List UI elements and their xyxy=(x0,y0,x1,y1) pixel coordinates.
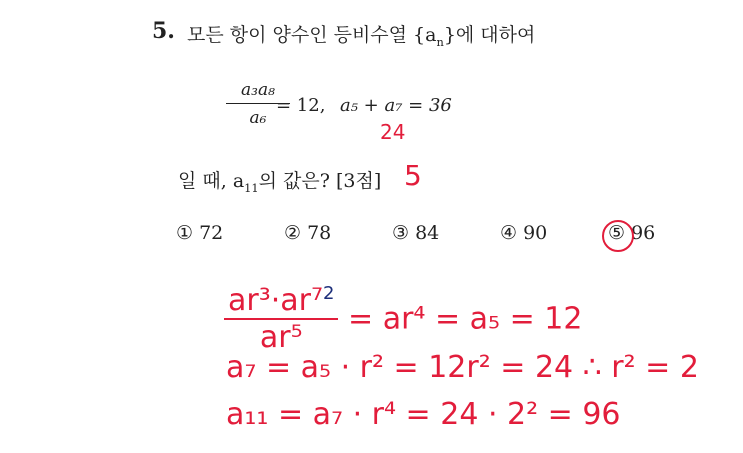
choice-1[interactable] xyxy=(176,222,223,244)
choice-2-mark: ② xyxy=(284,222,302,244)
choice-3[interactable] xyxy=(392,222,439,244)
choice-4-mark: ④ xyxy=(500,222,518,244)
handwritten-line-2: a₇ = a₅ · r² = 12r² = 24 ∴ r² = 2 xyxy=(226,350,699,385)
choice-5-mark: ⑤ xyxy=(608,222,626,244)
line1-numerator: ar³·ar⁷ xyxy=(228,283,324,318)
fraction-denominator: a₆ xyxy=(249,108,267,128)
question-prompt xyxy=(178,166,381,195)
condition-sum: a₅ + a₇ = 36 xyxy=(340,95,452,116)
choice-3-value: 84 xyxy=(415,222,440,244)
stem-text: 모든 항이 양수인 등비수열 {a xyxy=(187,24,437,46)
handwritten-24-note: 24 xyxy=(380,120,406,144)
prompt-sub: 11 xyxy=(244,180,259,195)
handwritten-answer: 5 xyxy=(404,159,422,192)
line1-numerator-sup: 2 xyxy=(323,283,335,304)
question-stem xyxy=(187,20,535,49)
fraction-numerator: a₃a₈ xyxy=(226,80,290,104)
selected-answer-circle xyxy=(602,220,634,252)
stem-sub: n xyxy=(436,34,444,49)
handwritten-line-3: a₁₁ = a₇ · r⁴ = 24 · 2² = 96 xyxy=(226,397,621,432)
line1-denominator: ar⁵ xyxy=(259,320,303,355)
stem-tail: }에 대하여 xyxy=(443,24,536,46)
handwritten-line-1 xyxy=(224,283,582,355)
choice-3-mark: ③ xyxy=(392,222,410,244)
choice-2-value: 78 xyxy=(307,222,332,244)
choice-2[interactable] xyxy=(284,222,331,244)
choice-1-mark: ① xyxy=(176,222,194,244)
line1-rest: = ar⁴ = a₅ = 12 xyxy=(348,301,583,337)
choice-4[interactable] xyxy=(500,222,547,244)
prompt-tail: 의 값은? [3점] xyxy=(258,170,382,192)
prompt-text: 일 때, a xyxy=(178,170,245,192)
question-number: 5. xyxy=(152,18,175,44)
condition-equals-12: = 12, xyxy=(276,95,326,116)
choice-5-value: 96 xyxy=(631,222,656,244)
choice-4-value: 90 xyxy=(523,222,548,244)
choice-1-value: 72 xyxy=(199,222,224,244)
